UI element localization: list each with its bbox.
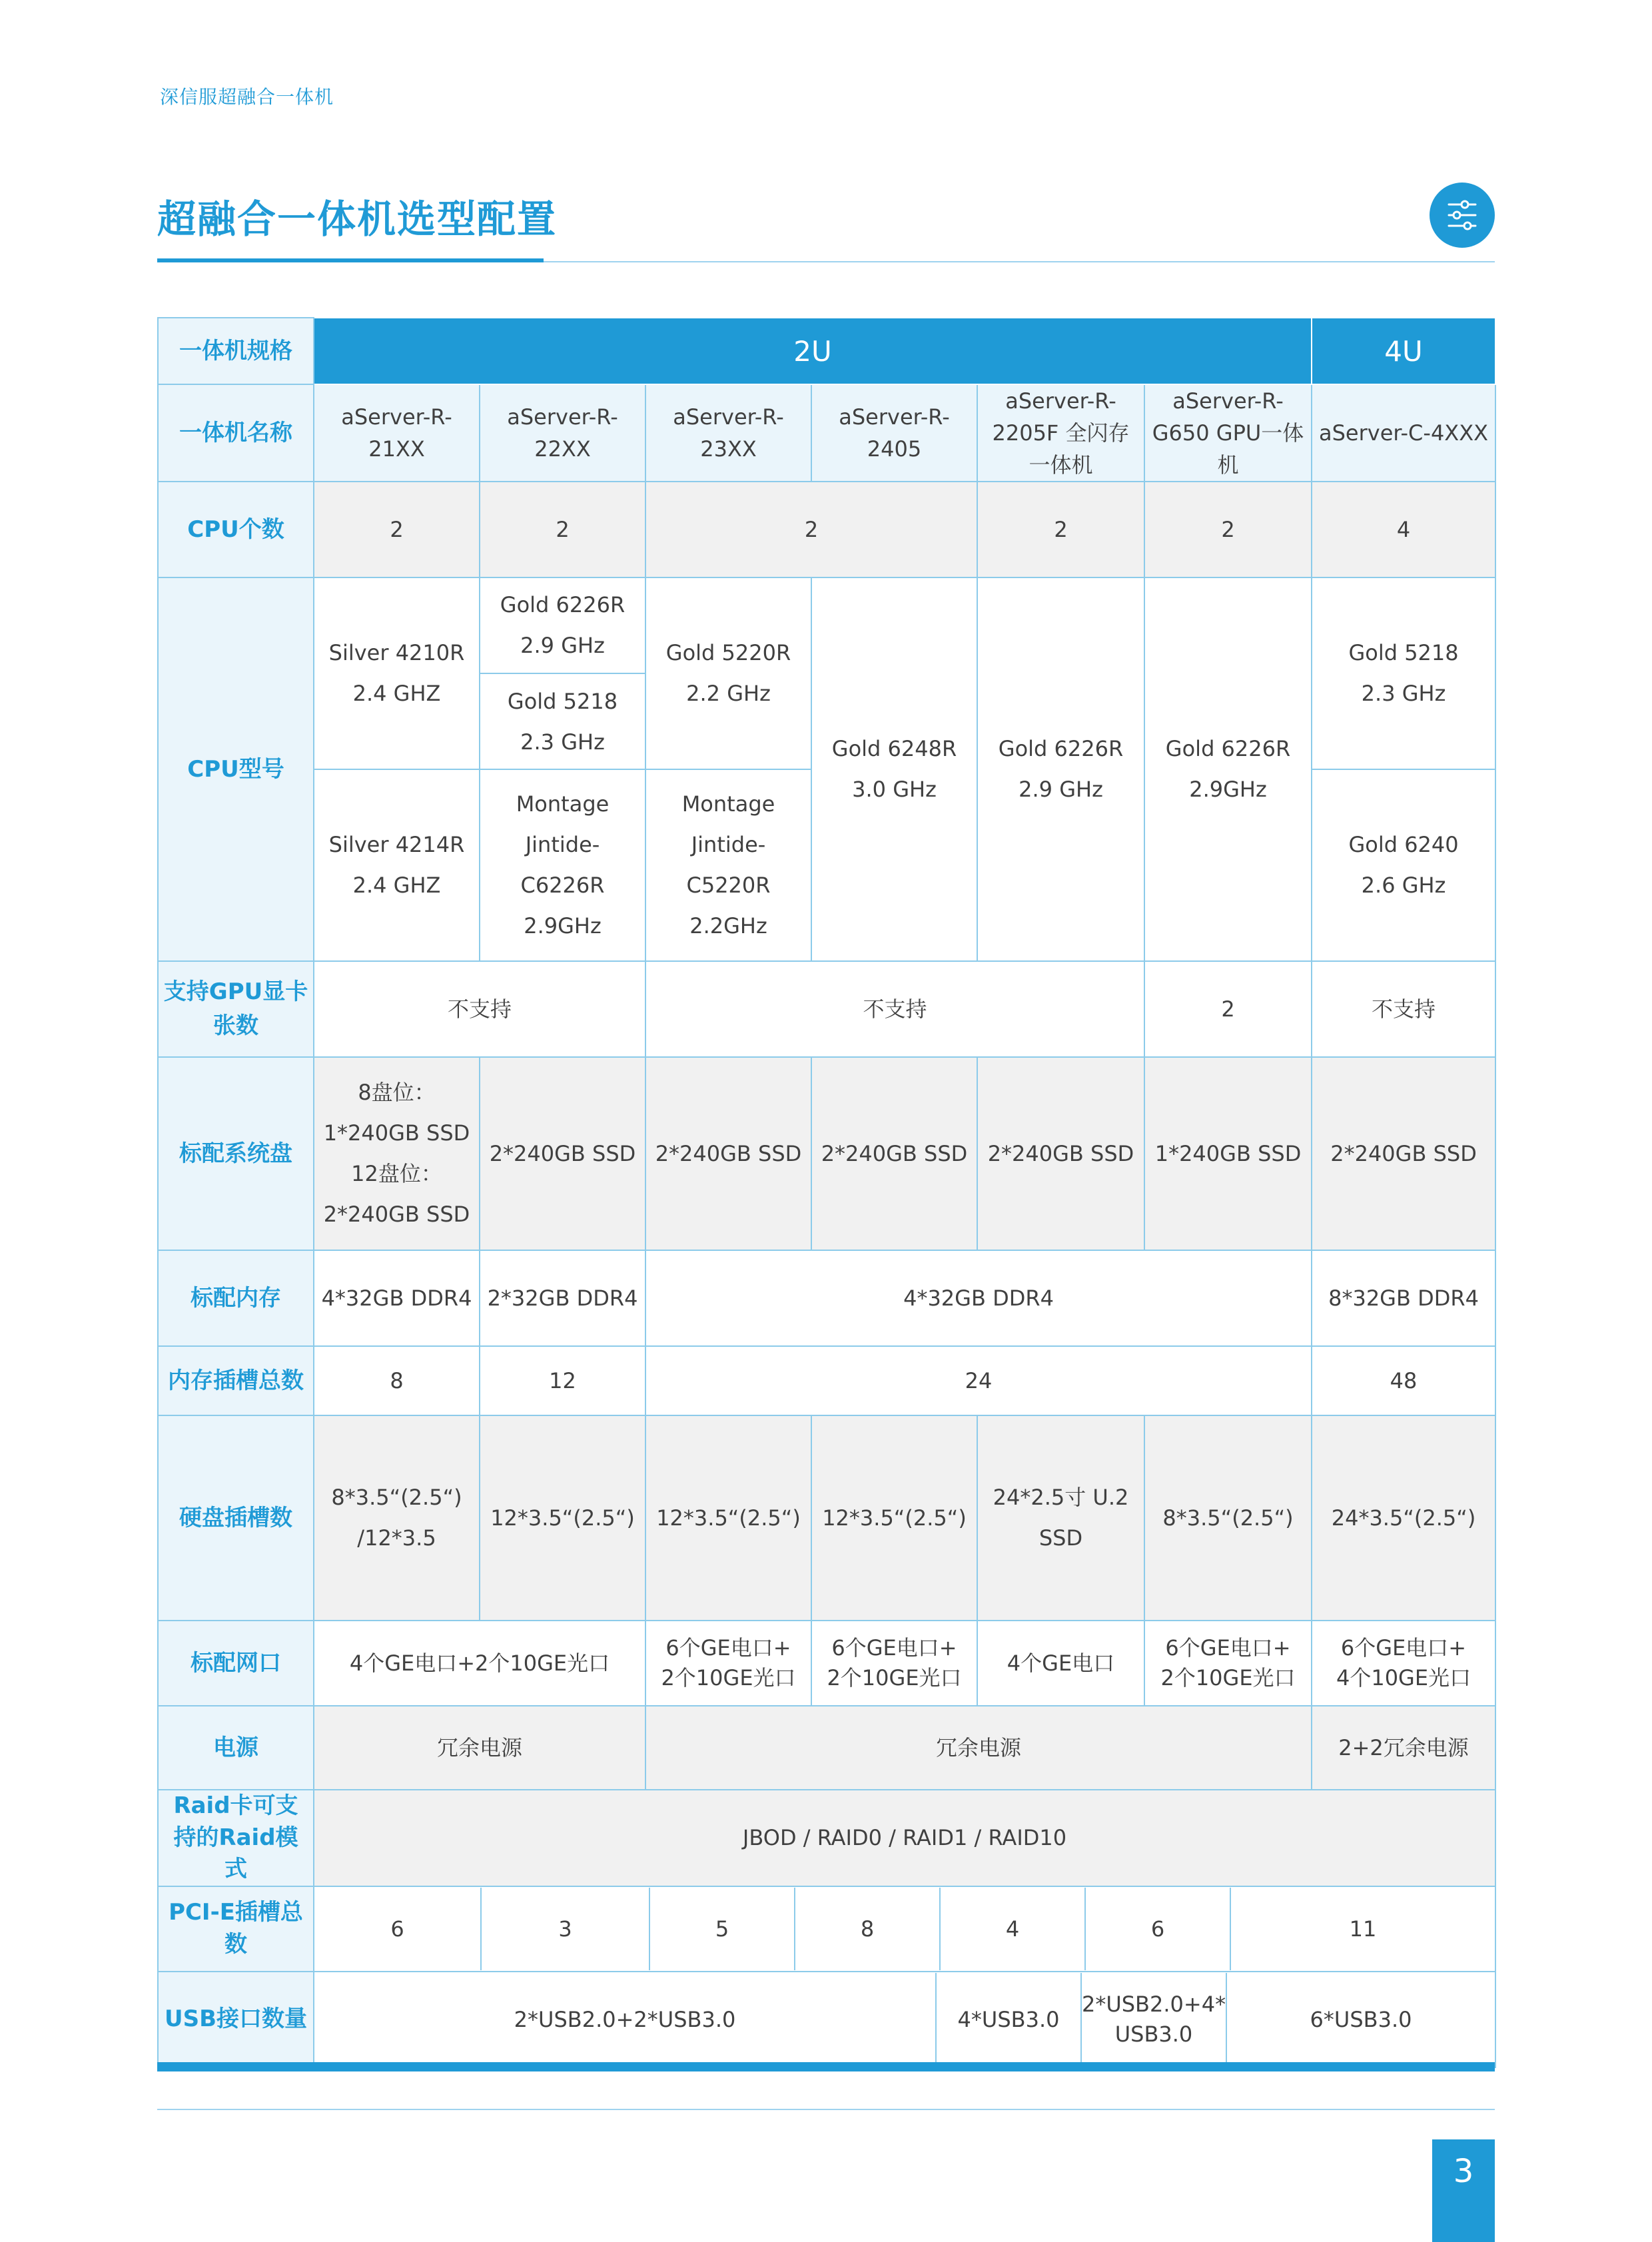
row-label-memory: 标配内存 [158, 1250, 314, 1346]
gpu-support: 不支持 [1312, 961, 1495, 1057]
cpu-model: Gold 5220R 2.2 GHz [645, 577, 811, 769]
model-name: aServer-R-22XX [480, 384, 645, 482]
gpu-support: 不支持 [645, 961, 1144, 1057]
disk-slots: 24*3.5“(2.5“) [1312, 1415, 1495, 1621]
title-underline [157, 258, 544, 262]
model-name: aServer-C-4XXX [1312, 384, 1495, 482]
power-supply: 2+2冗余电源 [1312, 1706, 1495, 1790]
row-label-pcie: PCI-E插槽总数 [158, 1886, 314, 1972]
row-label-disk-slots: 硬盘插槽数 [158, 1415, 314, 1621]
disk-slots: 12*3.5“(2.5“) [645, 1415, 811, 1621]
pcie-slots: 5 [650, 1888, 795, 1970]
memory-slots: 12 [480, 1346, 645, 1415]
page-title: 超融合一体机选型配置 [157, 196, 558, 242]
network-ports: 6个GE电口+ 2个10GE光口 [645, 1621, 811, 1706]
memory: 2*32GB DDR4 [480, 1250, 645, 1346]
cpu-model: Gold 6226R 2.9 GHz Gold 5218 2.3 GHz [480, 577, 645, 769]
model-name: aServer-R-G650 GPU一体机 [1144, 384, 1312, 482]
network-ports: 6个GE电口+ 2个10GE光口 [1144, 1621, 1312, 1706]
cpu-model: Gold 6226R 2.9GHz [1144, 577, 1312, 961]
power-supply: 冗余电源 [645, 1706, 1312, 1790]
memory-slots: 8 [314, 1346, 480, 1415]
network-ports: 4个GE电口 [977, 1621, 1144, 1706]
network-ports: 6个GE电口+ 2个10GE光口 [811, 1621, 977, 1706]
pcie-slots: 6 [1086, 1888, 1231, 1970]
cpu-model: Gold 6248R 3.0 GHz [811, 577, 977, 961]
cpu-count: 2 [1144, 482, 1312, 577]
cpu-model: Silver 4214R 2.4 GHZ [314, 769, 480, 961]
row-label-cpu-count: CPU个数 [158, 482, 314, 577]
footer-divider [157, 2109, 1495, 2110]
cpu-count: 2 [645, 482, 977, 577]
row-label-cpu-model: CPU型号 [158, 577, 314, 961]
row-label-raid: Raid卡可支持的Raid模式 [158, 1790, 314, 1886]
cpu-count: 2 [314, 482, 480, 577]
model-name: aServer-R-21XX [314, 384, 480, 482]
network-ports: 6个GE电口+ 4个10GE光口 [1312, 1621, 1495, 1706]
memory-slots: 24 [645, 1346, 1312, 1415]
disk-slots: 8*3.5“(2.5“) [1144, 1415, 1312, 1621]
disk-slots: 8*3.5“(2.5“) /12*3.5 [314, 1415, 480, 1621]
pcie-slots: 6 [314, 1888, 482, 1970]
system-disk: 2*240GB SSD [977, 1057, 1144, 1250]
gpu-support: 2 [1144, 961, 1312, 1057]
row-label-mem-slots: 内存插槽总数 [158, 1346, 314, 1415]
power-supply: 冗余电源 [314, 1706, 645, 1790]
cpu-count: 2 [480, 482, 645, 577]
row-label-sys-disk: 标配系统盘 [158, 1057, 314, 1250]
row-label-name: 一体机名称 [158, 384, 314, 482]
model-name: aServer-R-23XX [645, 384, 811, 482]
filter-sliders-icon [1430, 183, 1495, 248]
usb-ports: 2*USB2.0+2*USB3.0 [314, 1973, 937, 2066]
pcie-slots: 3 [482, 1888, 650, 1970]
pcie-slots-row [314, 1886, 1495, 1972]
cpu-model: Gold 5218 2.3 GHz [1312, 577, 1495, 769]
section-4u: 4U [1312, 318, 1495, 384]
brand-name: 深信服超融合一体机 [160, 86, 334, 108]
cpu-count: 4 [1312, 482, 1495, 577]
cpu-count: 2 [977, 482, 1144, 577]
system-disk: 2*240GB SSD [645, 1057, 811, 1250]
system-disk: 8盘位： 1*240GB SSD 12盘位： 2*240GB SSD [314, 1057, 480, 1250]
row-label-power: 电源 [158, 1706, 314, 1790]
page-number: 3 [1432, 2139, 1495, 2242]
raid-modes: JBOD / RAID0 / RAID1 / RAID10 [314, 1790, 1495, 1886]
row-label-spec: 一体机规格 [158, 318, 314, 384]
usb-ports-row [314, 1972, 1495, 2067]
network-ports: 4个GE电口+2个10GE光口 [314, 1621, 645, 1706]
pcie-slots: 4 [941, 1888, 1086, 1970]
memory: 4*32GB DDR4 [645, 1250, 1312, 1346]
cpu-model: Silver 4210R 2.4 GHZ [314, 577, 480, 769]
cpu-model: Gold 6226R 2.9 GHz [977, 577, 1144, 961]
memory: 4*32GB DDR4 [314, 1250, 480, 1346]
system-disk: 1*240GB SSD [1144, 1057, 1312, 1250]
system-disk: 2*240GB SSD [480, 1057, 645, 1250]
cpu-model: Montage Jintide- C6226R 2.9GHz [480, 769, 645, 961]
disk-slots: 24*2.5寸 U.2 SSD [977, 1415, 1144, 1621]
section-2u: 2U [314, 318, 1312, 384]
spec-table [157, 317, 1496, 2068]
model-name: aServer-R-2405 [811, 384, 977, 482]
model-name: aServer-R-2205F 全闪存一体机 [977, 384, 1144, 482]
usb-ports: 6*USB3.0 [1310, 2006, 1412, 2032]
gpu-support: 不支持 [314, 961, 645, 1057]
pcie-slots: 11 [1349, 1916, 1377, 1942]
system-disk: 2*240GB SSD [811, 1057, 977, 1250]
system-disk: 2*240GB SSD [1312, 1057, 1495, 1250]
cpu-model: Montage Jintide- C5220R 2.2GHz [645, 769, 811, 961]
table-bottom-bar [157, 2062, 1495, 2071]
usb-ports: 2*USB2.0+4* USB3.0 [1082, 1973, 1227, 2066]
row-label-network: 标配网口 [158, 1621, 314, 1706]
disk-slots: 12*3.5“(2.5“) [480, 1415, 645, 1621]
disk-slots: 12*3.5“(2.5“) [811, 1415, 977, 1621]
memory: 8*32GB DDR4 [1312, 1250, 1495, 1346]
pcie-slots: 8 [795, 1888, 941, 1970]
row-label-usb: USB接口数量 [158, 1972, 314, 2067]
cpu-model: Gold 6240 2.6 GHz [1312, 769, 1495, 961]
memory-slots: 48 [1312, 1346, 1495, 1415]
usb-ports: 4*USB3.0 [937, 1973, 1082, 2066]
row-label-gpu: 支持GPU显卡张数 [158, 961, 314, 1057]
